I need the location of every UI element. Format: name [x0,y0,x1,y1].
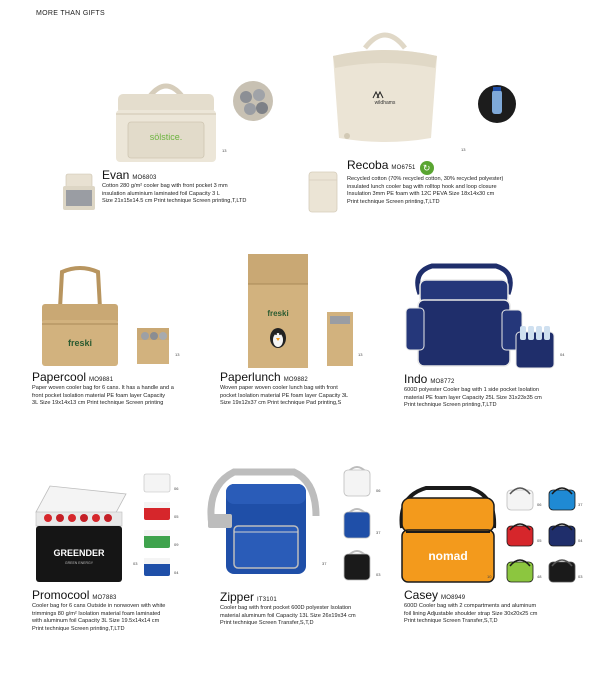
evan-color-num: 13 [222,148,227,153]
casey-bag-image [396,482,500,584]
product-code: MO7883 [92,595,117,601]
swatch-black[interactable] [546,556,578,584]
paperlunch-bag-image [240,250,316,370]
product-name: Recoba [347,158,389,172]
product-description: Cooler bag for 6 cans Outside in nonwoven with white trimmings 80 g/m² Isolation material foam laminated with aluminum foil Capacity 3L Size 19.5x14x14 cm Print technique Screen printing,T,LTD [32,603,166,632]
product-code: MO9882 [283,377,308,383]
product-name: Papercool [32,370,87,384]
product-evan [102,168,312,206]
swatch-white[interactable] [142,472,172,494]
papercool-bag-image [38,264,122,368]
evan-logo: sölstice. [149,132,183,142]
product-code: IT3101 [257,597,277,603]
recoba-color-num: 13 [461,147,466,152]
swatch-blue[interactable] [340,504,374,540]
casey-logo: nomad [428,549,468,563]
swatch-blue[interactable] [546,484,578,512]
product-code: MO6803 [132,175,157,181]
paperlunch-color-num: 13 [358,352,363,357]
product-zipper [220,590,395,628]
product-name: Indo [404,372,428,386]
product-recoba [347,158,577,206]
promocool-color-num: 03 [133,561,138,566]
product-description: 600D polyester Cooler bag with 1 side pocket Isolation material PE foam layer Capacity 25L Size 31x23x35 cm Print technique Screen printing,T,LTD [404,387,542,409]
swatch-lime[interactable] [504,556,536,584]
product-code: MO8949 [441,595,466,601]
indo-open-image [512,322,558,370]
evan-detail-circle [232,80,274,122]
recoba-detail-circle [477,84,517,124]
product-code: MO8772 [430,379,455,385]
swatch-white[interactable] [340,462,374,498]
promocool-bag-image [30,482,130,584]
product-code: MO6751 [391,165,416,171]
swatch-navy[interactable] [546,520,578,548]
paperlunch-open-image [324,308,356,368]
swatch-red[interactable] [504,520,536,548]
papercool-logo: freski [67,338,93,348]
recycle-icon: ↻ [420,161,434,175]
product-description: Cooler bag with front pocket 600D polyester Isolation material aluminum foil Capacity 13L Size 26x19x34 cm Print technique Screen Transfer,S,T,D [220,605,356,627]
product-name: Zipper [220,590,255,604]
product-name: Evan [102,168,130,182]
casey-color-num: 10 [487,574,492,579]
promocool-logo: GREENDER [53,548,105,558]
recoba-pouch-image [306,170,340,214]
product-indo [404,372,589,410]
recoba-logo: wildhams [374,100,396,106]
swatch-black[interactable] [340,546,374,582]
evan-open-image [60,172,98,212]
product-description: 600D Cooler bag with 2 compartments and aluminum foil lining Adjustable shoulder strap Size 30x20x25 cm Print technique Screen Transfer,S,T,D [404,603,538,625]
swatch-green[interactable] [142,528,172,550]
product-name: Promocool [32,588,90,602]
product-paperlunch [220,370,395,408]
product-name: Paperlunch [220,370,281,384]
indo-bag-image [402,258,526,370]
swatch-white[interactable] [504,484,536,512]
promocool-logo-sub: GREEN ENERGY [64,561,94,565]
papercool-color-num: 13 [175,352,180,357]
paperlunch-logo: freski [267,309,289,318]
product-description: Cotton 280 g/m² cooler bag with front pocket 3 mm insulation aluminium laminated foil Capacity 3 L Size 21x15x14.5 cm Print technique Screen printing,T,LTD [102,183,247,205]
recoba-bag-image [325,26,445,154]
product-description: Paper woven cooler bag for 6 cans. It has a handle and a front pocket Isolation material PE foam layer Capacity 3L Size 19x14x13 cm Print technique Screen printing [32,385,174,407]
product-promocool [32,588,212,633]
zipper-color-num: 37 [322,561,327,566]
product-description: Woven paper woven cooler lunch bag with front pocket Isolation material PE foam layer Capacity 3L Size 19x12x37 cm Print technique Pad printing,S [220,385,349,407]
product-name: Casey [404,588,439,602]
product-casey [404,588,589,626]
papercool-open-image [134,322,172,366]
evan-bag-image [110,78,222,166]
swatch-red[interactable] [142,500,172,522]
product-papercool [32,370,212,408]
zipper-bag-image [204,466,327,582]
swatch-blue[interactable] [142,556,172,578]
product-code: MO9881 [89,377,114,383]
indo-color-num: 04 [560,352,565,357]
product-description: Recycled cotton (70% recycled cotton, 30% recycled polyester) insulated lunch cooler bag with rolltop hook and loop closure Insulation 3mm PE foam with 12C PEVA Size 18x14x30 cm Print technique Screen printing,T,LTD [347,176,504,205]
page-header: MORE THAN GIFTS [36,10,105,17]
